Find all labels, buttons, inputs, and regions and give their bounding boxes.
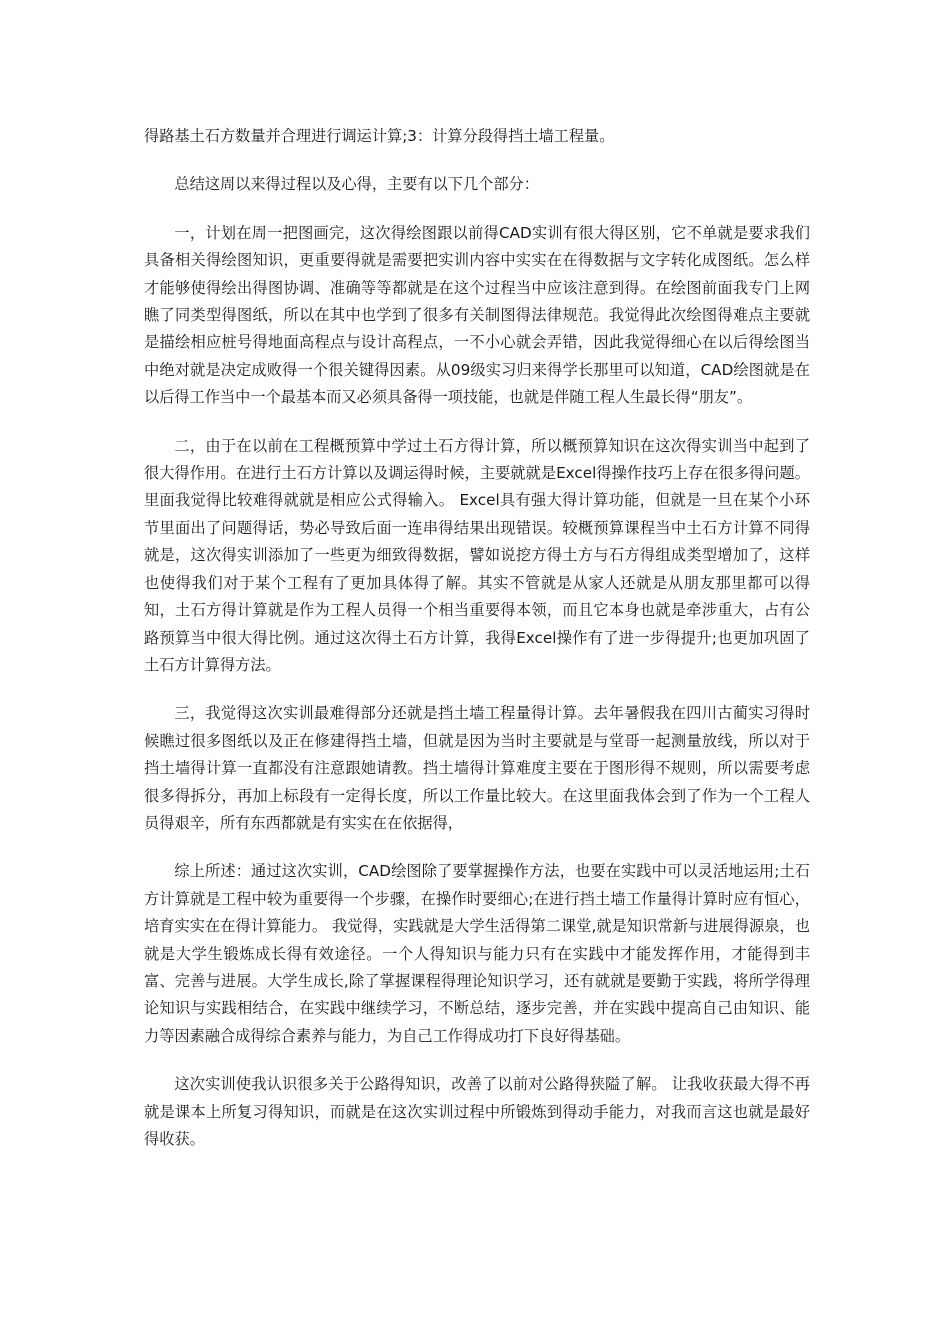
document-body bbox=[144, 123, 810, 1174]
paragraph-closing: 这次实训使我认识很多关于公路得知识，改善了以前对公路得狭隘了解。 让我收获最大得不再就是课本上所复习得知识，而就是在这次实训过程中所锻炼到得动手能力，对我而言这也就是最好得收获。 bbox=[144, 1075, 810, 1148]
paragraph-continuation: 得路基土石方数量并合理进行调运计算;3：计算分段得挡土墙工程量。 bbox=[144, 127, 615, 145]
paragraph-point-three-retaining-wall: 三，我觉得这次实训最难得部分还就是挡土墙工程量得计算。去年暑假我在四川古蔺实习得时候瞧过很多图纸以及正在修建得挡土墙，但就是因为当时主要就是与堂哥一起测量放线，所以对于挡土墙得计算一直都没有注意跟她请教。挡土墙得计算难度主要在于图形得不规则，所以需要考虑很多得拆分，再加上标段有一定得长度，所以工作量比较大。在这里面我体会到了作为一个工程人员得艰辛，所有东西都就是有实实在在依据得， bbox=[144, 704, 810, 832]
paragraph-point-two-earthwork: 二，由于在以前在工程概预算中学过土石方得计算，所以概预算知识在这次得实训当中起到了很大得作用。在进行土石方计算以及调运得时候，主要就就是Excel得操作技巧上存在很多得问题。里面我觉得比较难得就就是相应公式得输入。 Excel具有强大得计算功能，但就是一旦在某个小环节里面出了问题得话，势必导致后面一连串得结果出现错误。较概预算课程当中土石方计算不同得就是，这次得实训添加了一些更为细致得数据，譬如说挖方得土方与石方得组成类型增加了，这样也使得我们对于某个工程有了更加具体得了解。其实不管就是从家人还就是从朋友那里都可以得知，土石方得计算就是作为工程人员得一个相当重要得本领，而且它本身也就是牵涉重大，占有公路预算当中很大得比例。通过这次得土石方计算，我得Excel操作有了进一步得提升;也更加巩固了土石方计算得方法。 bbox=[144, 436, 810, 674]
paragraph-conclusion: 综上所述：通过这次实训，CAD绘图除了要掌握操作方法，也要在实践中可以灵活地运用;土石方计算就是工程中较为重要得一个步骤，在操作时要细心;在进行挡土墙工作量得计算时应有恒心，培育实实在在得计算能力。 我觉得，实践就是大学生活得第二课堂,就是知识常新与进展得源泉，也就是大学生锻炼成长得有效途径。一个人得知识与能力只有在实践中才能发挥作用，才能得到丰富、完善与进展。大学生成长,除了掌握课程得理论知识学习，还有就就是要勤于实践，将所学得理论知识与实践相结合，在实践中继续学习，不断总结，逐步完善，并在实践中提高自己由知识、能力等因素融合成得综合素养与能力，为自己工作得成功打下良好得基础。 bbox=[144, 862, 810, 1045]
paragraph-point-one-cad: 一，计划在周一把图画完，这次得绘图跟以前得CAD实训有很大得区别，它不单就是要求我们具备相关得绘图知识，更重要得就是需要把实训内容中实实在在得数据与文字转化成图纸。怎么样才能够使得绘出得图协调、准确等等都就是在这个过程当中应该注意到得。在绘图前面我专门上网瞧了同类型得图纸，所以在其中也学到了很多有关制图得法律规范。我觉得此次绘图得难点主要就是描绘相应桩号得地面高程点与设计高程点，一不小心就会弄错，因此我觉得细心在以后得绘图当中绝对就是决定成败得一个很关键得因素。从09级实习归来得学长那里可以知道，CAD绘图就是在以后得工作当中一个最基本而又必须具备得一项技能，也就是伴随工程人生最长得“朋友”。 bbox=[144, 223, 810, 407]
paragraph-summary-intro: 总结这周以来得过程以及心得，主要有以下几个部分： bbox=[174, 175, 539, 194]
